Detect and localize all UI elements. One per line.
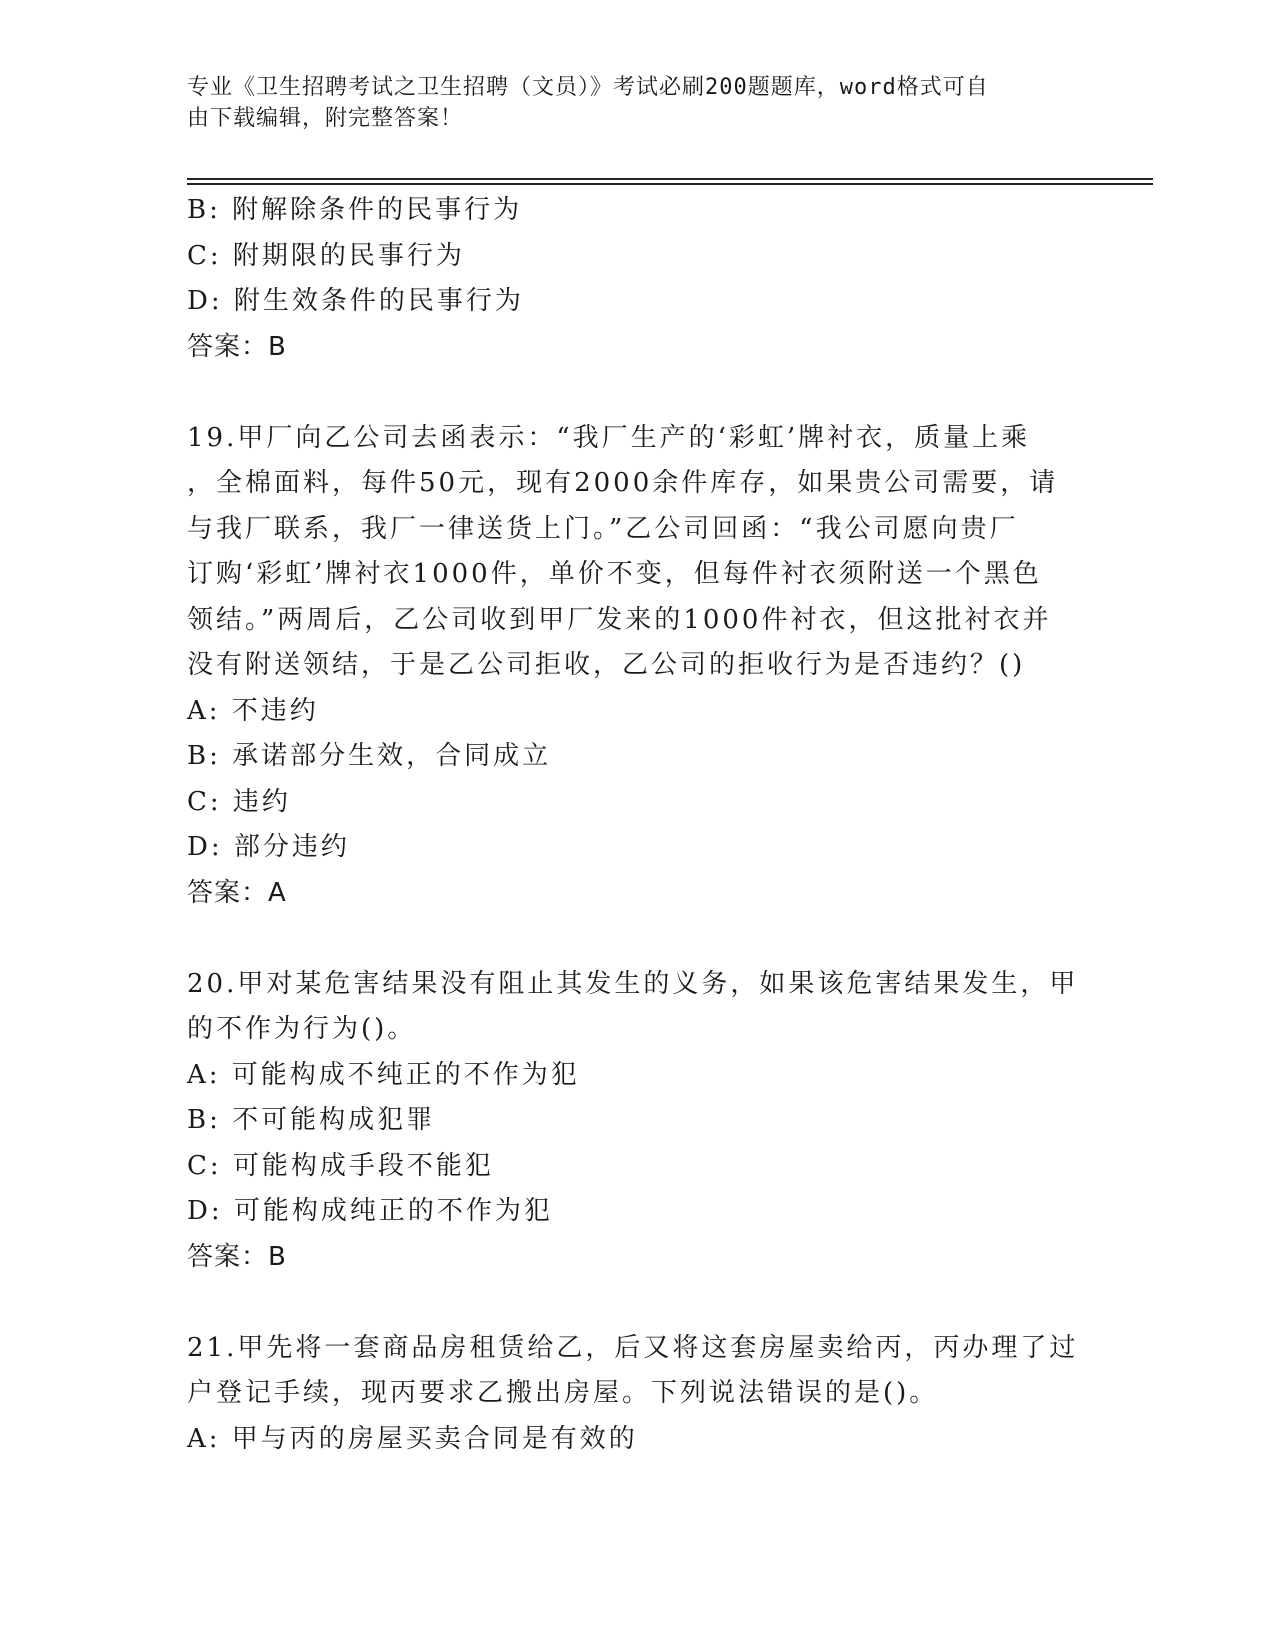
option-a: A: 甲与丙的房屋买卖合同是有效的 <box>187 1423 638 1454</box>
question-stem-line: 与我厂联系，我厂一律送货上门。”乙公司回函：“我公司愿向贵厂 <box>187 513 1019 544</box>
question-stem-line: 21.甲先将一套商品房租赁给乙，后又将这套房屋卖给丙，丙办理了过 <box>187 1332 1079 1363</box>
header-divider-bottom <box>187 183 1153 185</box>
question-stem-line: 19.甲厂向乙公司去函表示：“我厂生产的‘彩虹’牌衬衣，质量上乘 <box>187 422 1031 453</box>
spacer <box>187 370 1087 416</box>
header-line-2: 由下载编辑，附完整答案！ <box>187 106 464 131</box>
question-stem-line: 没有附送领结，于是乙公司拒收，乙公司的拒收行为是否违约？() <box>187 650 1026 680</box>
header-line-1: 专业《卫生招聘考试之卫生招聘（文员）》考试必刷200题题库，word格式可自 <box>187 75 989 100</box>
option-c: C: 附期限的民事行为 <box>187 240 465 271</box>
header-divider-top <box>187 178 1153 180</box>
question-stem-line: 户登记手续，现丙要求乙搬出房屋。下列说法错误的是()。 <box>187 1378 939 1408</box>
question-stem-line: ，全棉面料，每件50元，现有2000余件库存，如果贵公司需要，请 <box>187 468 1059 498</box>
option-a: A: 不违约 <box>187 695 319 726</box>
option-a: A: 可能构成不纯正的不作为犯 <box>187 1059 580 1090</box>
question-stem-line: 领结。”两周后，乙公司收到甲厂发来的1000件衬衣，但这批衬衣并 <box>187 604 1052 635</box>
question-list <box>187 188 1087 1462</box>
spacer <box>187 916 1087 962</box>
answer-line: 答案：B <box>187 1241 287 1272</box>
question-19 <box>187 416 1087 917</box>
question-18 <box>187 188 1087 370</box>
question-stem-line: 订购‘彩虹’牌衬衣1000件，单价不变，但每件衬衣须附送一个黑色 <box>187 559 1042 589</box>
answer-line: 答案：B <box>187 331 287 362</box>
option-d: D: 部分违约 <box>187 832 350 862</box>
question-stem-line: 的不作为行为()。 <box>187 1014 417 1044</box>
answer-line: 答案：A <box>187 877 287 908</box>
question-21 <box>187 1326 1087 1463</box>
question-stem-line: 20.甲对某危害结果没有阻止其发生的义务，如果该危害结果发生，甲 <box>187 968 1079 999</box>
option-d: D: 可能构成纯正的不作为犯 <box>187 1196 553 1226</box>
option-b: B: 承诺部分生效，合同成立 <box>187 741 552 771</box>
spacer <box>187 1280 1087 1326</box>
option-c: C: 违约 <box>187 786 291 817</box>
document-header <box>187 72 1067 134</box>
option-c: C: 可能构成手段不能犯 <box>187 1150 494 1181</box>
question-20 <box>187 962 1087 1281</box>
option-d: D: 附生效条件的民事行为 <box>187 286 524 316</box>
option-b: B: 附解除条件的民事行为 <box>187 195 523 225</box>
option-b: B: 不可能构成犯罪 <box>187 1105 436 1135</box>
